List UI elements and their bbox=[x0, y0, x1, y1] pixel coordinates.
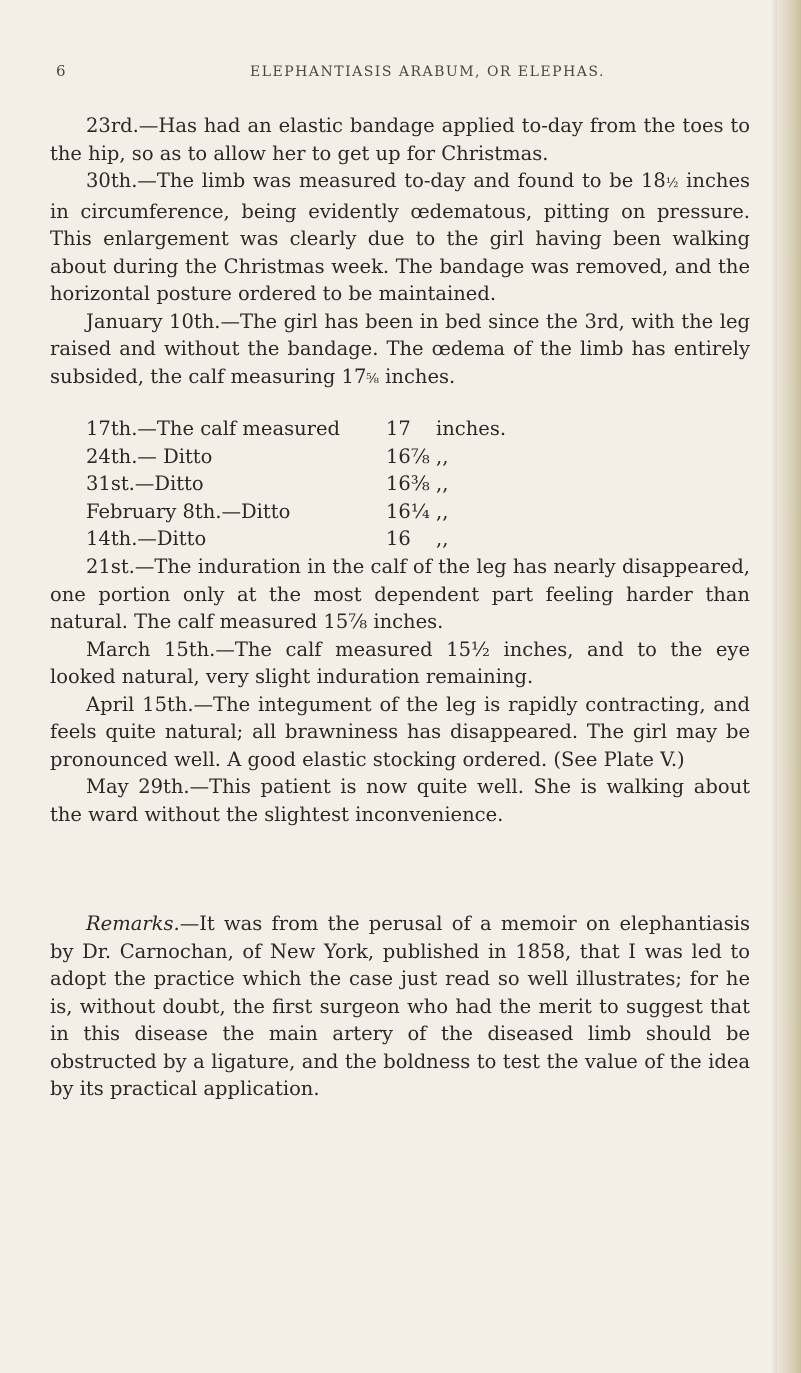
remarks-label: Remarks. bbox=[86, 912, 180, 935]
paragraph-23rd: 23rd.—Has had an elastic bandage applied to-day from the toes to the hip, so as to allow her to get up for Christmas. bbox=[50, 114, 750, 165]
page-edge bbox=[777, 0, 801, 1373]
page-number: 6 bbox=[56, 62, 66, 80]
page-edge-shadow bbox=[771, 0, 777, 1373]
measurement-table bbox=[86, 415, 546, 553]
remarks-paragraph bbox=[50, 910, 750, 1103]
measurement-unit: ,, bbox=[436, 527, 449, 550]
p3-text-a: January 10th.—The girl has been in bed since the 3rd, with the leg raised and without the bandage. The œdema of the limb has entirely subsided, the calf measuring 17 bbox=[50, 309, 750, 388]
paragraph-21st: 21st.—The induration in the calf of the leg has nearly disappeared, one portion only at the most dependent part feeling harder than natural. The calf measured 15⅞ inches. bbox=[50, 555, 750, 633]
paragraph-30th bbox=[50, 167, 750, 308]
paragraph-may-29th: May 29th.—This patient is now quite well. She is walking about the ward without the slightest inconvenience. bbox=[50, 775, 750, 826]
running-header: ELEPHANTIASIS ARABUM, OR ELEPHAS. bbox=[250, 64, 605, 80]
measurement-label: 24th.— Ditto bbox=[86, 444, 213, 468]
measurement-label: 14th.—Ditto bbox=[86, 527, 207, 550]
measurement-value: 16 bbox=[386, 527, 411, 550]
measurement-unit: ,, bbox=[436, 499, 449, 523]
paragraph-january-10th bbox=[50, 308, 750, 394]
p3-fraction: ⅝ bbox=[366, 371, 379, 387]
measurement-value: 17 bbox=[386, 417, 411, 440]
measurement-row bbox=[86, 443, 546, 471]
measurement-value: 16⅞ bbox=[386, 444, 430, 468]
p2-text-b: inches in circumference, being evidently œdematous, pitting on pressure. This enlargement was clearly due to the girl having been walking about during the Christmas week. The bandage was removed, and the horizontal posture ordered to be maintained. bbox=[50, 169, 751, 305]
measurement-row bbox=[86, 525, 546, 553]
case-notes-upper bbox=[50, 112, 750, 393]
measurement-unit: inches. bbox=[436, 417, 507, 440]
measurement-label: February 8th.—Ditto bbox=[86, 499, 291, 523]
remarks-section bbox=[50, 910, 750, 1103]
measurement-unit: ,, bbox=[436, 444, 449, 468]
measurement-row bbox=[86, 498, 546, 526]
p3-text-b: inches. bbox=[378, 364, 456, 388]
measurement-value: 16⅜ bbox=[386, 472, 430, 495]
measurement-value: 16¼ bbox=[386, 499, 430, 523]
p2-text-a: 30th.—The limb was measured to-day and found to be 18 bbox=[86, 169, 666, 192]
paragraph-march-15th: March 15th.—The calf measured 15½ inches, and to the eye looked natural, very slight induration remaining. bbox=[50, 637, 750, 688]
case-notes-lower bbox=[50, 553, 750, 828]
p2-fraction: ½ bbox=[665, 176, 679, 191]
measurement-unit: ,, bbox=[436, 472, 449, 495]
measurement-row bbox=[86, 415, 546, 443]
measurement-label: 31st.—Ditto bbox=[86, 472, 204, 495]
measurement-row bbox=[86, 470, 546, 498]
remarks-text: —It was from the perusal of a memoir on elephantiasis by Dr. Carnochan, of New York, published in 1858, that I was led to adopt the practice which the case just read so well illustrates; for he is, without doubt, the first surgeon who had the merit to suggest that in this disease the main artery of the diseased limb should be obstructed by a ligature, and the boldness to test the value of the idea by its practical application. bbox=[50, 912, 750, 1100]
paragraph-april-15th: April 15th.—The integument of the leg is rapidly contracting, and feels quite natural; all brawniness has disappeared. The girl may be pronounced well. A good elastic stocking ordered. (See Plate V.) bbox=[50, 692, 750, 771]
measurement-label: 17th.—The calf measured bbox=[86, 417, 340, 440]
